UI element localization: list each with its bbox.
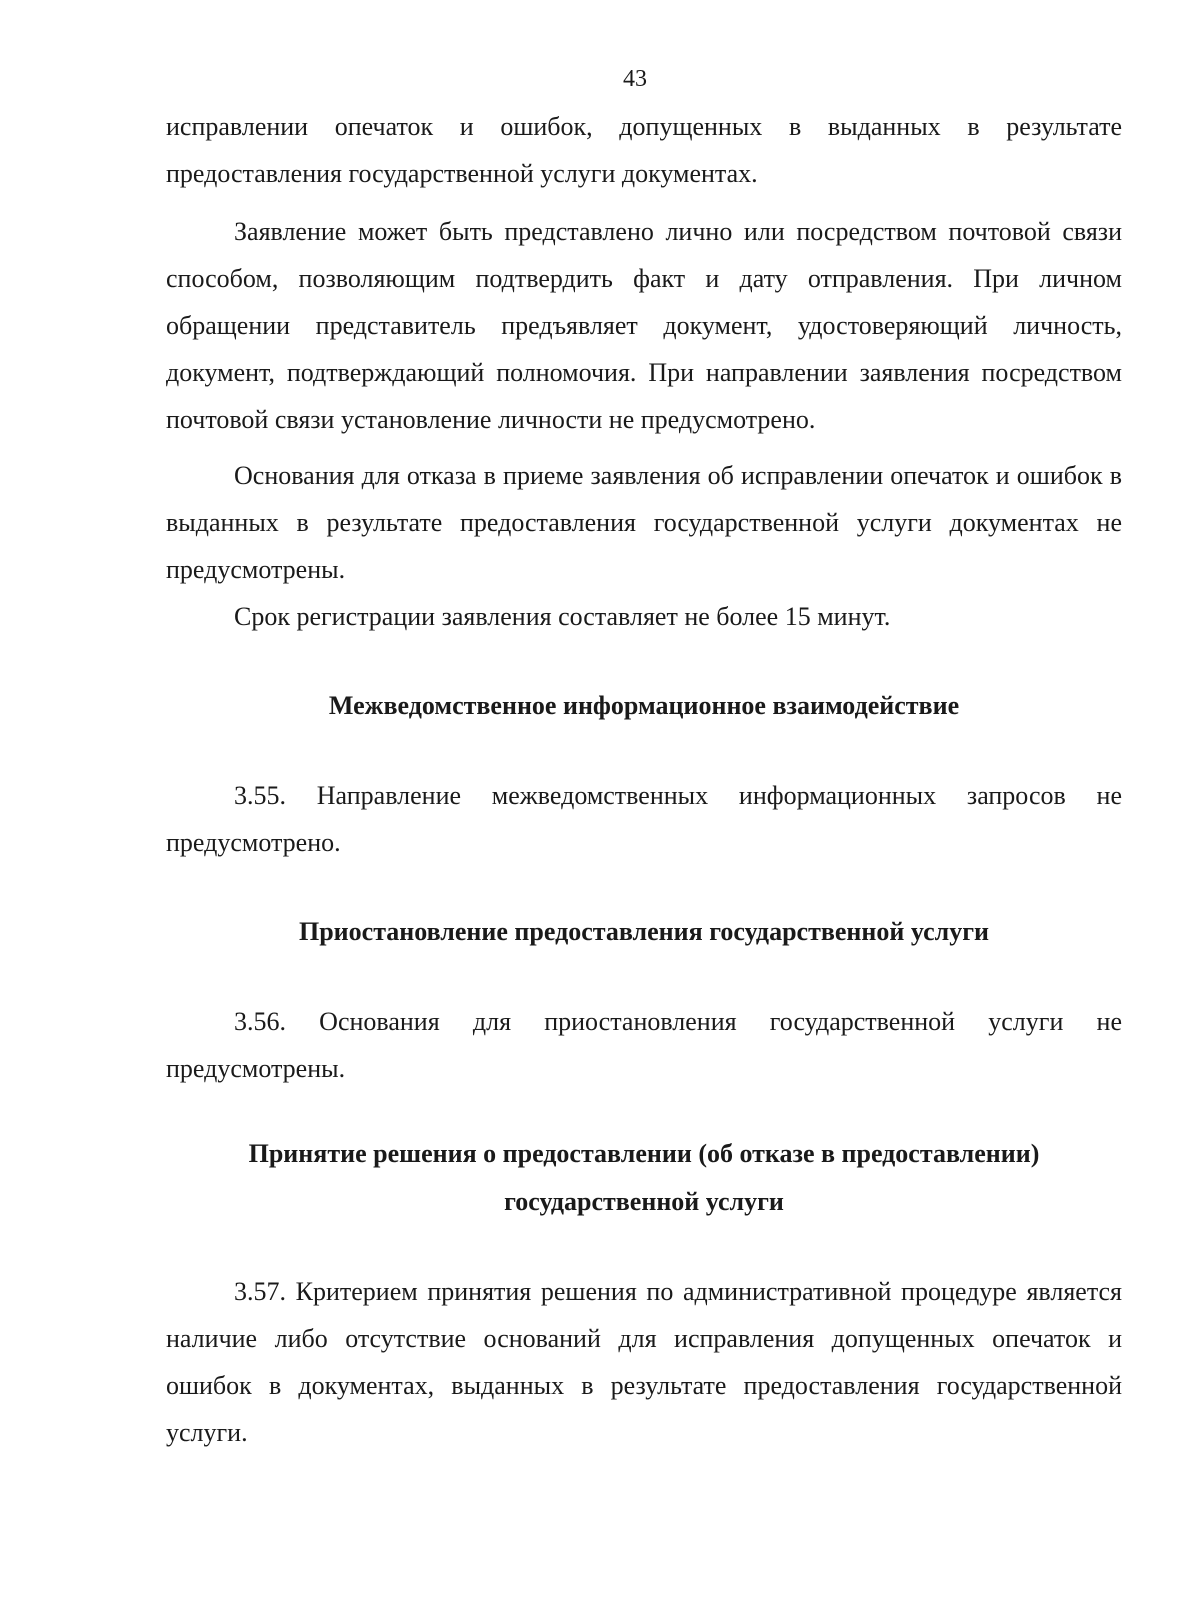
heading-decision: Принятие решения о предоставлении (об отказе в предоставлении) государственной услуги (248, 1139, 1040, 1216)
heading-suspension: Приостановление предоставления государственной услуги (298, 917, 989, 946)
paragraph-3-56: 3.56. Основания для приостановления государственной услуги не предусмотрены. (166, 1007, 1122, 1083)
heading-interagency-interaction: Межведомственное информационное взаимодействие (328, 691, 960, 720)
paragraph-3-55: 3.55. Направление межведомственных информационных запросов не предусмотрено. (166, 781, 1122, 857)
paragraph-3-57: 3.57. Критерием принятия решения по административной процедуре является наличие либо отсутствие оснований для исправления допущенных опечаток и ошибок в документах, выданных в результате предоставления государственной услуги. (166, 1277, 1122, 1447)
paragraph-continuation: исправлении опечаток и ошибок, допущенных в выданных в результате предоставления государственной услуги документах. (166, 112, 1122, 188)
paragraph-application-submission: Заявление может быть представлено лично или посредством почтовой связи способом, позволяющим подтвердить факт и дату отправления. При личном обращении представитель предъявляет документ, удостоверяющий личность, документ, подтверждающий полномочия. При направлении заявления посредством почтовой связи установление личности не предусмотрено. (166, 217, 1122, 434)
paragraph-registration-term: Срок регистрации заявления составляет не более 15 минут. (234, 602, 891, 631)
page-content (166, 103, 1122, 1456)
page-number: 43 (623, 66, 647, 92)
paragraph-refusal-grounds: Основания для отказа в приеме заявления об исправлении опечаток и ошибок в выданных в результате предоставления государственной услуги документах не предусмотрены. (166, 461, 1122, 584)
